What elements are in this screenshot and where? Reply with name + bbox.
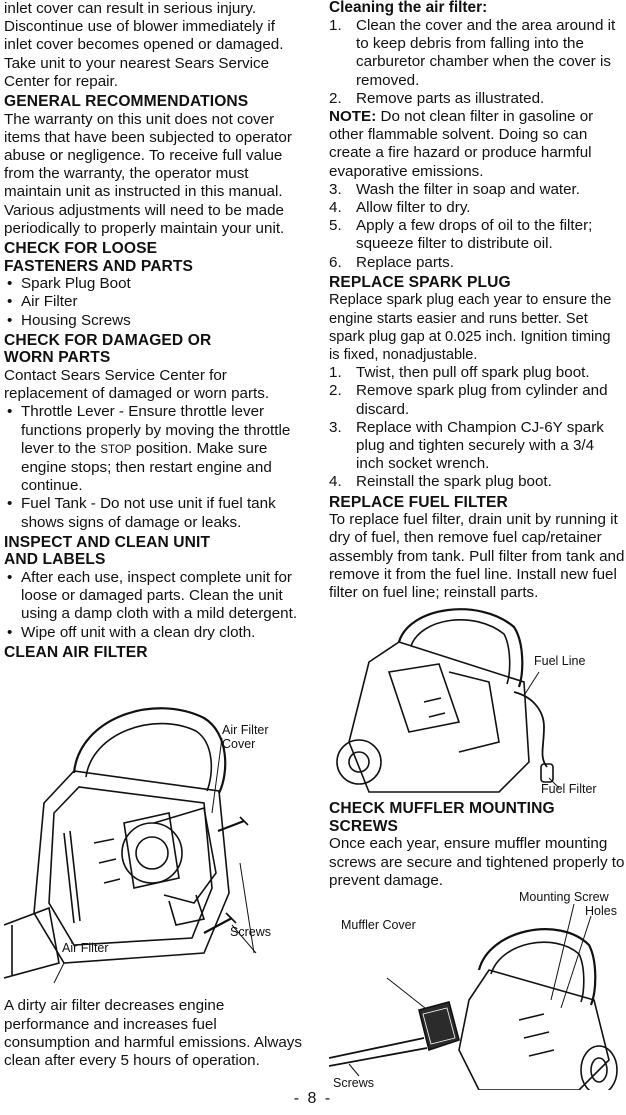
- screws-label: Screws: [230, 925, 271, 940]
- right-column: [329, 0, 625, 1090]
- list-item: 4. Allow filter to dry.: [329, 199, 471, 217]
- list-item: • Wipe off unit with a clean dry cloth.: [4, 624, 304, 642]
- muffler-screws-heading: CHECK MUFFLER MOUNTING SCREWS: [329, 800, 555, 835]
- list-item: 3. Replace with Champion CJ-6Y spark plug and tighten securely with a 3/4 inch socket wrench.: [329, 418, 604, 473]
- replace-spark-plug-heading: REPLACE SPARK PLUG: [329, 273, 511, 291]
- spark-plug-steps: [329, 364, 625, 491]
- list-item: 1. Clean the cover and the area around it to keep debris from falling into the carburetor chamber when the cover is removed.: [329, 17, 616, 89]
- damaged-parts-text: Contact Sears Service Center for replacement of damaged or worn parts.: [4, 367, 270, 403]
- muffler-cover-label: Muffler Cover: [341, 918, 416, 933]
- inspect-clean-heading: INSPECT AND CLEAN UNIT AND LABELS: [4, 533, 211, 569]
- mounting-screw-label: Mounting Screw: [519, 890, 609, 905]
- note-paragraph: NOTE: Do not clean filter in gasoline or other flammable solvent. Doing so can create a fire hazard or produce harmful evaporative emissions.: [329, 108, 594, 180]
- fuel-line-label: Fuel Line: [534, 654, 586, 669]
- list-item: • After each use, inspect complete unit for loose or damaged parts. Clean the unit using a damp cloth with a mild detergent.: [4, 569, 304, 624]
- air-filter-cover-label: Air Filter Cover: [222, 723, 269, 752]
- intro-paragraph: inlet cover can result in serious injury. Discontinue use of blower immediately if inlet cover becomes opened or damaged. Take unit to your nearest Sears Service Center for repair.: [4, 0, 284, 90]
- air-filter-label: Air Filter: [62, 941, 109, 956]
- fuel-filter-label: Fuel Filter: [541, 782, 597, 797]
- replace-fuel-filter-heading: REPLACE FUEL FILTER: [329, 493, 508, 511]
- list-item: 1. Twist, then pull off spark plug boot.: [329, 364, 590, 382]
- fuel-filter-text: To replace fuel filter, drain unit by running it dry of fuel, then remove fuel cap/retainer assembly from tank. Pull filter from tank and remove it from the fuel line. Install new fuel filter on fuel line; reinstall parts.: [329, 511, 625, 602]
- muffler-figure: [329, 890, 625, 1090]
- damaged-parts-heading: CHECK FOR DAMAGED OR WORN PARTS: [4, 331, 212, 367]
- left-column: [4, 0, 304, 1070]
- general-recommendations-heading: GENERAL RECOMMENDATIONS: [4, 93, 249, 111]
- damaged-parts-list: [4, 403, 304, 531]
- list-item: • Housing Screws: [4, 312, 304, 330]
- screws-label: Screws: [333, 1076, 374, 1091]
- general-recommendations-text: The warranty on this unit does not cover items that have been subjected to operator abuse or negligence. To receive full value from the warranty, the operator must maintain unit as instructed in this manual. Various adjustments will need to be made periodically to properly maintain your unit.: [4, 110, 292, 237]
- list-item: 2. Remove parts as illustrated.: [329, 89, 545, 107]
- list-item: 4. Reinstall the spark plug boot.: [329, 473, 552, 491]
- air-filter-figure: [4, 663, 304, 985]
- loose-fasteners-heading: CHECK FOR LOOSE FASTENERS AND PARTS: [4, 240, 194, 275]
- page-number: - 8 -: [293, 1090, 333, 1107]
- loose-fasteners-list: [4, 275, 304, 330]
- cleaning-steps-b: [329, 181, 625, 272]
- holes-label: Holes: [585, 904, 617, 919]
- spark-plug-text: Replace spark plug each year to ensure the engine starts easier and runs better. Set spark plug gap at 0.025 inch. Ignition timing is fixed, nonadjustable.: [329, 292, 612, 364]
- list-item: • Throttle Lever - Ensure throttle lever functions properly by moving the throttle lever to the STOP position. Make sure engine stops; then restart engine and continue.: [4, 403, 304, 495]
- cleaning-steps-a: [329, 17, 625, 108]
- note-label: NOTE:: [329, 108, 377, 126]
- air-filter-text: A dirty air filter decreases engine performance and increases fuel consumption and harmful emissions. Always clean after every 5 hours of operation.: [4, 997, 302, 1070]
- list-item: 3. Wash the filter in soap and water.: [329, 180, 580, 198]
- stop-keyword: STOP: [100, 443, 132, 456]
- list-item: • Spark Plug Boot: [4, 275, 304, 293]
- list-item: • Air Filter: [4, 293, 304, 311]
- fuel-filter-figure: [329, 602, 625, 798]
- list-item: 6. Replace parts.: [329, 253, 454, 271]
- list-item: 2. Remove spark plug from cylinder and discard.: [329, 382, 608, 418]
- clean-air-filter-heading: CLEAN AIR FILTER: [4, 643, 148, 661]
- cleaning-air-filter-heading: Cleaning the air filter:: [329, 0, 488, 16]
- list-item: • Fuel Tank - Do not use unit if fuel tank shows signs of damage or leaks.: [4, 495, 304, 531]
- list-item: 5. Apply a few drops of oil to the filter; squeeze filter to distribute oil.: [329, 217, 593, 253]
- inspect-clean-list: [4, 569, 304, 642]
- muffler-text: Once each year, ensure muffler mounting screws are secure and tightened properly to prevent damage.: [329, 835, 625, 889]
- blower-fuel-filter-illustration: [329, 602, 625, 798]
